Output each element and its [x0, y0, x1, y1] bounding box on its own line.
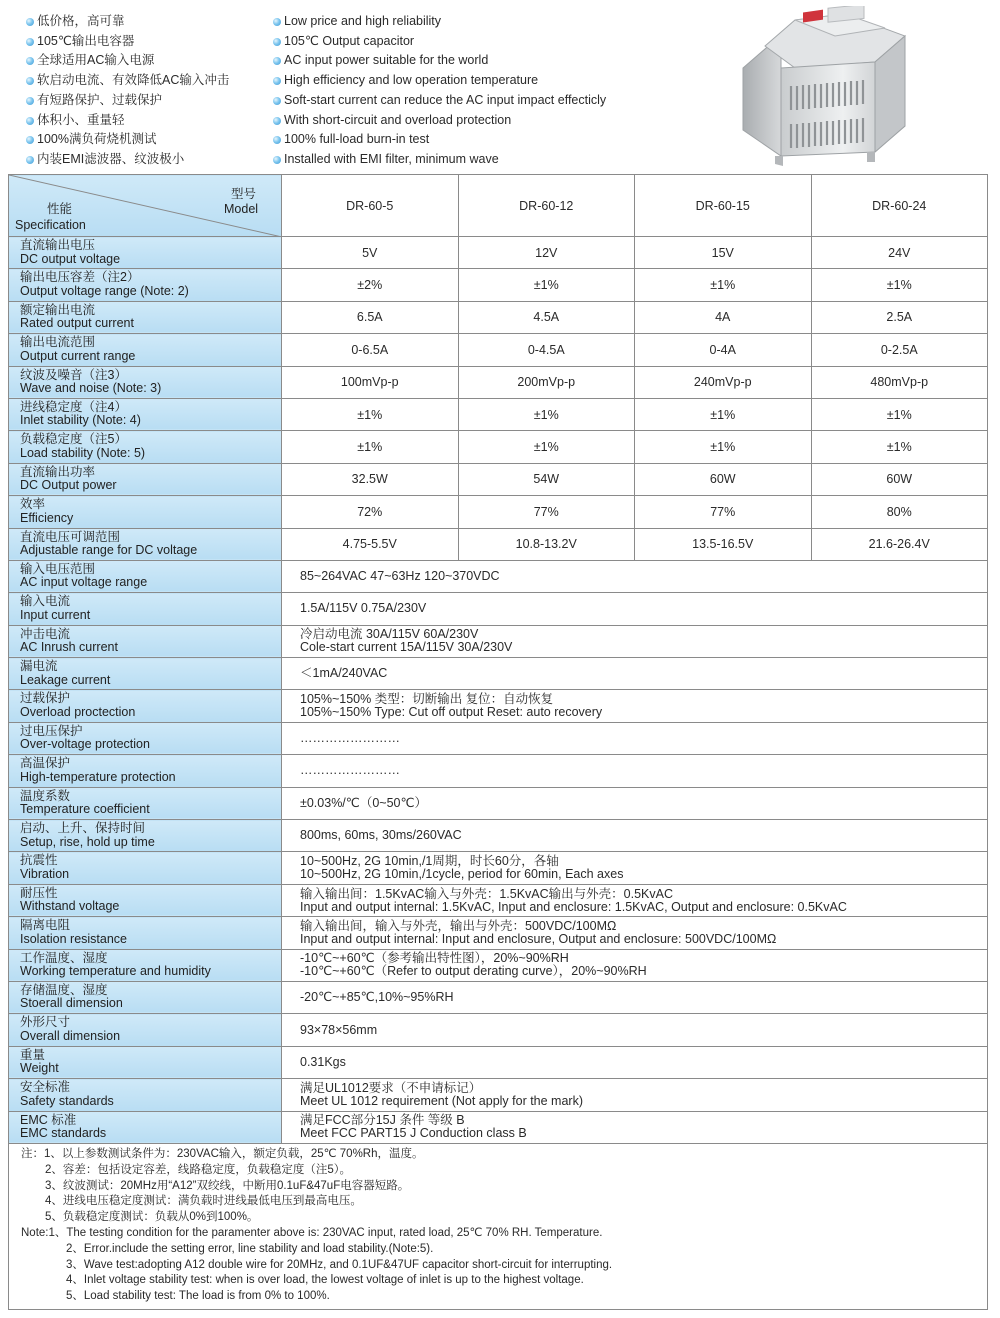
row-label-cell	[9, 755, 282, 787]
row-label-en: DC Output power	[20, 478, 117, 493]
row-label-cn: 直流输出功率	[20, 464, 96, 479]
row-label-cn: 输出电流范围	[20, 335, 96, 350]
feature-text: 软启动电流、有效降低AC输入冲击	[37, 73, 230, 88]
spanned-value-cell	[282, 625, 988, 657]
row-label-cell	[9, 334, 282, 366]
feature-text: 105℃ Output capacitor	[284, 33, 415, 48]
spanned-value-cell	[282, 1079, 988, 1111]
table-row	[9, 949, 988, 981]
row-label-en: Isolation resistance	[20, 931, 128, 946]
value-cell: 32.5W	[282, 463, 459, 495]
value-line: 85~264VAC 47~63Hz 120~370VDC	[300, 569, 500, 584]
table-row	[9, 1046, 988, 1078]
model-label-cn: 型号	[231, 187, 257, 201]
row-label-cell	[9, 1046, 282, 1078]
value-line: ±0.03%/℃（0~50℃）	[300, 795, 428, 810]
note-line: 4、Inlet voltage stability test: when is over load, the lowest voltage of inlet is up to the highest voltage.	[66, 1274, 584, 1287]
value-cell: 240mVp-p	[635, 366, 812, 398]
value-line: 输入输出间，输入与外壳，输出与外壳：500VDC/100MΩ	[300, 918, 617, 933]
features-cn-list	[26, 12, 229, 170]
table-row	[9, 625, 988, 657]
feature-text: 低价格，高可靠	[37, 14, 125, 28]
value-cell: 6.5A	[282, 301, 459, 333]
row-label-en: Efficiency	[20, 510, 74, 525]
row-label-cn: 安全标准	[20, 1080, 71, 1095]
table-row	[9, 755, 988, 787]
value-cell: 480mVp-p	[811, 366, 988, 398]
table-row	[9, 237, 988, 269]
value-line: 105%~150% 类型：切断输出 复位：自动恢复	[300, 692, 554, 707]
value-cell: 10.8-13.2V	[458, 528, 635, 560]
bullet-icon	[273, 77, 281, 85]
row-label-cn: 额定输出电流	[20, 302, 96, 317]
row-label-cell	[9, 301, 282, 333]
value-line: 105%~150% Type: Cut off output Reset: auto recovery	[300, 705, 603, 720]
row-label-en: Weight	[20, 1061, 59, 1076]
value-cell: 4A	[635, 301, 812, 333]
spanned-value-cell	[282, 722, 988, 754]
feature-text: 100% full-load burn-in test	[284, 132, 430, 147]
note-line: Note:1、The testing condition for the paramenter above is: 230VAC input, rated load, 25℃ 70% RH. Temperature.	[21, 1226, 603, 1239]
row-label-cn: EMC 标准	[20, 1112, 77, 1127]
bullet-icon	[26, 38, 34, 46]
table-row	[9, 917, 988, 949]
bullet-icon	[26, 18, 34, 26]
row-label-en: Over-voltage protection	[20, 737, 150, 752]
row-label-cn: 存储温度、湿度	[20, 982, 108, 997]
value-cell: ±2%	[282, 269, 459, 301]
table-row	[9, 528, 988, 560]
row-label-cn: 工作温度、湿度	[20, 950, 108, 965]
feature-text: 100%满负荷烧机测试	[37, 132, 157, 147]
row-label-en: Overload proctection	[20, 704, 136, 719]
row-label-en: Overall dimension	[20, 1028, 121, 1043]
row-label-cn: 过电压保护	[20, 723, 83, 738]
feature-item	[26, 12, 229, 32]
spanned-value-cell	[282, 884, 988, 916]
value-line: -10℃~+60℃（参考输出特性图），20%~90%RH	[300, 951, 569, 966]
table-row	[9, 884, 988, 916]
row-label-cn: 效率	[20, 497, 46, 512]
feature-item	[273, 111, 606, 131]
value-line: 10~500Hz, 2G 10min,/1cycle, period for 60min, Each axes	[300, 867, 624, 882]
row-label-cell	[9, 1079, 282, 1111]
row-label-cell	[9, 528, 282, 560]
row-label-en: DC output voltage	[20, 251, 121, 266]
value-line: Cole-start current 15A/115V 30A/230V	[300, 640, 513, 655]
spanned-value-cell	[282, 1046, 988, 1078]
spanned-value-cell	[282, 981, 988, 1013]
feature-text: With short-circuit and overload protection	[284, 112, 512, 127]
table-row	[9, 398, 988, 430]
row-label-cn: 输入电流	[20, 594, 71, 609]
value-cell: 60W	[635, 463, 812, 495]
value-cell: 0-2.5A	[811, 334, 988, 366]
row-label-en: Load stability (Note: 5)	[20, 445, 146, 460]
value-cell: 0-4.5A	[458, 334, 635, 366]
feature-text: AC input power suitable for the world	[284, 53, 489, 68]
row-label-cn: 启动、上升、保持时间	[20, 821, 146, 836]
row-label-cell	[9, 496, 282, 528]
row-label-cell	[9, 658, 282, 690]
table-row	[9, 852, 988, 884]
value-cell: ±1%	[635, 398, 812, 430]
notes-box	[8, 1143, 988, 1310]
row-label-cn: 直流电压可调范围	[20, 529, 121, 544]
feature-item	[273, 150, 606, 170]
value-cell: 15V	[635, 237, 812, 269]
value-line: Input and output internal: 1.5KvAC, Input and enclosure: 1.5KvAC, Output and enclosure: 0.5KvAC	[300, 899, 847, 914]
value-cell: ±1%	[458, 269, 635, 301]
row-label-en: Rated output current	[20, 316, 134, 331]
note-line: 2、Error.include the setting error, line stability and load stability.(Note:5).	[66, 1242, 434, 1255]
feature-text: 体积小、重量轻	[37, 112, 125, 127]
bullet-icon	[273, 117, 281, 125]
table-row	[9, 334, 988, 366]
value-cell: ±1%	[282, 398, 459, 430]
table-row	[9, 496, 988, 528]
value-line: 冷启动电流 30A/115V 60A/230V	[300, 627, 479, 642]
note-line: 2、容差：包括设定容差，线路稳定度，负载稳定度（注5）。	[45, 1163, 352, 1176]
row-label-cell	[9, 949, 282, 981]
table-row	[9, 593, 988, 625]
spanned-value-cell	[282, 820, 988, 852]
row-label-cell	[9, 560, 282, 592]
table-row	[9, 1014, 988, 1046]
row-label-en: Output voltage range (Note: 2)	[20, 283, 189, 298]
row-label-cell	[9, 820, 282, 852]
row-label-cn: 负载稳定度（注5）	[20, 432, 127, 447]
row-label-cn: 隔离电阻	[20, 918, 71, 933]
feature-item	[273, 51, 606, 71]
value-line: 93×78×56mm	[300, 1022, 378, 1037]
bullet-icon	[273, 97, 281, 105]
bullet-icon	[273, 57, 281, 65]
bullet-icon	[26, 156, 34, 164]
value-line: 0.31Kgs	[300, 1054, 346, 1069]
value-cell: 13.5-16.5V	[635, 528, 812, 560]
row-label-cn: 重量	[20, 1047, 46, 1062]
row-label-cell	[9, 917, 282, 949]
value-cell: 80%	[811, 496, 988, 528]
model-header-cell: DR-60-15	[635, 175, 812, 237]
note-line: 3、Wave test:adopting A12 double wire for 20MHz, and 0.1UF&47UF capacitor short-circuit for interrupting.	[66, 1258, 613, 1271]
value-line: Input and output internal: Input and enclosure, Output and enclosure: 500VDC/100MΩ	[300, 931, 777, 946]
row-label-cn: 温度系数	[20, 788, 71, 803]
row-label-en: Withstand voltage	[20, 899, 120, 914]
row-label-en: High-temperature protection	[20, 769, 176, 784]
feature-text: 全球适用AC输入电源	[37, 53, 155, 68]
value-cell: ±1%	[811, 269, 988, 301]
table-row	[9, 690, 988, 722]
spanned-value-cell	[282, 852, 988, 884]
spanned-value-cell	[282, 1111, 988, 1143]
spanned-value-cell	[282, 560, 988, 592]
feature-item	[273, 130, 606, 150]
bullet-icon	[26, 97, 34, 105]
value-cell: ±1%	[458, 431, 635, 463]
model-label-en: Model	[224, 202, 259, 216]
row-label-cn: 过载保护	[20, 691, 71, 706]
note-line: 注：1、以上参数测试条件为：230VAC输入，额定负载，25℃ 70%Rh，温度。	[21, 1148, 424, 1160]
feature-item	[26, 32, 229, 52]
spanned-value-cell	[282, 593, 988, 625]
value-cell: 0-6.5A	[282, 334, 459, 366]
feature-item	[26, 150, 229, 170]
feature-text: Low price and high reliability	[284, 14, 442, 28]
note-line: 4、进线电压稳定度测试：满负载时进线最低电压到最高电压。	[45, 1195, 362, 1208]
value-cell: ±1%	[282, 431, 459, 463]
spec-label-en: Specification	[15, 218, 86, 232]
value-cell: 77%	[635, 496, 812, 528]
row-label-cell	[9, 787, 282, 819]
feature-text: Soft-start current can reduce the AC input impact effecticly	[284, 92, 607, 107]
din-rail-power-supply-image	[735, 6, 915, 170]
row-label-en: Input current	[20, 607, 91, 622]
feature-text: High efficiency and low operation temperature	[284, 73, 539, 88]
row-label-en: Wave and noise (Note: 3)	[20, 381, 162, 396]
feature-item	[26, 130, 229, 150]
row-label-cell	[9, 722, 282, 754]
model-header-cell: DR-60-24	[811, 175, 988, 237]
feature-text: 105℃输出电容器	[37, 33, 135, 48]
table-row	[9, 787, 988, 819]
value-cell: ±1%	[811, 398, 988, 430]
table-row	[9, 1079, 988, 1111]
feature-item	[26, 51, 229, 71]
row-label-cell	[9, 884, 282, 916]
bullet-icon	[26, 117, 34, 125]
model-header-cell: DR-60-12	[458, 175, 635, 237]
row-label-cell	[9, 852, 282, 884]
table-row	[9, 463, 988, 495]
row-label-cell	[9, 237, 282, 269]
row-label-en: Working temperature and humidity	[20, 964, 211, 979]
row-label-cn: 输入电压范围	[20, 561, 96, 576]
value-cell: 77%	[458, 496, 635, 528]
row-label-cn: 冲击电流	[20, 626, 71, 641]
value-line: ……………………	[300, 731, 400, 746]
row-label-cell	[9, 593, 282, 625]
row-label-cn: 输出电压容差（注2）	[20, 270, 140, 285]
value-cell: 100mVp-p	[282, 366, 459, 398]
feature-item	[273, 71, 606, 91]
value-line: 输入输出间：1.5KvAC输入与外壳：1.5KvAC输出与外壳：0.5KvAC	[300, 886, 673, 901]
row-label-cn: 高温保护	[20, 756, 71, 771]
row-label-cell	[9, 463, 282, 495]
table-header-row	[9, 175, 988, 237]
specification-table	[8, 174, 988, 1144]
row-label-en: Stoerall dimension	[20, 996, 123, 1011]
row-label-cell	[9, 269, 282, 301]
row-label-cell	[9, 1111, 282, 1143]
spanned-value-cell	[282, 755, 988, 787]
row-label-en: AC Inrush current	[20, 640, 118, 655]
row-label-en: Output current range	[20, 348, 136, 363]
table-corner-cell	[9, 175, 282, 237]
value-cell: 2.5A	[811, 301, 988, 333]
value-cell: 12V	[458, 237, 635, 269]
row-label-cn: 进线稳定度（注4）	[20, 399, 127, 414]
row-label-cn: 抗震性	[20, 853, 58, 868]
feature-item	[26, 71, 229, 91]
row-label-en: Vibration	[20, 866, 70, 881]
note-line: 5、负载稳定度测试：负载从0%到100%。	[45, 1211, 259, 1224]
row-label-cell	[9, 981, 282, 1013]
row-label-cn: 漏电流	[20, 659, 58, 674]
value-line: 10~500Hz, 2G 10min,/1周期，时长60分，各轴	[300, 854, 559, 869]
spanned-value-cell	[282, 690, 988, 722]
table-row	[9, 981, 988, 1013]
note-line: 5、Load stability test: The load is from 0% to 100%.	[66, 1290, 330, 1303]
feature-text: 内装EMI滤波器、纹波极小	[37, 151, 185, 166]
table-row	[9, 658, 988, 690]
bullet-icon	[26, 77, 34, 85]
row-label-cn: 纹波及噪音（注3）	[20, 367, 127, 382]
spanned-value-cell	[282, 658, 988, 690]
value-line: 1.5A/115V 0.75A/230V	[300, 601, 427, 616]
bullet-icon	[273, 156, 281, 164]
bullet-icon	[26, 136, 34, 144]
features-en-list	[273, 12, 606, 170]
value-cell: 200mVp-p	[458, 366, 635, 398]
table-row	[9, 366, 988, 398]
value-cell: 5V	[282, 237, 459, 269]
feature-text: Installed with EMI filter, minimum wave	[284, 151, 499, 166]
row-label-cell	[9, 398, 282, 430]
spanned-value-cell	[282, 917, 988, 949]
row-label-en: Leakage current	[20, 672, 111, 687]
value-cell: 0-4A	[635, 334, 812, 366]
row-label-en: AC input voltage range	[20, 575, 148, 590]
value-line: Meet FCC PART15 J Conduction class B	[300, 1126, 527, 1141]
row-label-cell	[9, 625, 282, 657]
value-cell: 21.6-26.4V	[811, 528, 988, 560]
spanned-value-cell	[282, 787, 988, 819]
value-line: Meet UL 1012 requirement (Not apply for the mark)	[300, 1093, 583, 1108]
value-line: 满足UL1012要求（不申请标记）	[300, 1080, 482, 1095]
value-cell: 4.75-5.5V	[282, 528, 459, 560]
bullet-icon	[273, 18, 281, 26]
value-line: -20℃~+85℃,10%~95%RH	[300, 990, 454, 1005]
feature-item	[273, 91, 606, 111]
feature-item	[273, 32, 606, 52]
value-line: ＜1mA/240VAC	[300, 666, 388, 681]
row-label-en: Safety standards	[20, 1093, 114, 1108]
value-cell: ±1%	[635, 269, 812, 301]
model-header-cell: DR-60-5	[282, 175, 459, 237]
bullet-icon	[273, 136, 281, 144]
row-label-cn: 直流输出电压	[20, 238, 96, 252]
feature-item	[26, 91, 229, 111]
row-label-cell	[9, 690, 282, 722]
bullet-icon	[273, 38, 281, 46]
feature-text: 有短路保护、过载保护	[37, 92, 163, 107]
row-label-en: Adjustable range for DC voltage	[20, 543, 198, 558]
row-label-cn: 外形尺寸	[20, 1015, 71, 1030]
bullet-icon	[26, 57, 34, 65]
row-label-cn: 耐压性	[20, 885, 58, 900]
spanned-value-cell	[282, 1014, 988, 1046]
row-label-en: Temperature coefficient	[20, 802, 150, 817]
feature-item	[26, 111, 229, 131]
table-row	[9, 560, 988, 592]
value-line: 满足FCC部分15J 条件 等级 B	[300, 1113, 465, 1128]
row-label-cell	[9, 1014, 282, 1046]
value-cell: ±1%	[635, 431, 812, 463]
table-row	[9, 820, 988, 852]
spanned-value-cell	[282, 949, 988, 981]
feature-item	[273, 12, 606, 32]
value-cell: 72%	[282, 496, 459, 528]
table-row	[9, 301, 988, 333]
value-cell: 24V	[811, 237, 988, 269]
value-line: 800ms, 60ms, 30ms/260VAC	[300, 828, 462, 843]
spec-label-cn: 性能	[47, 202, 73, 216]
value-line: ……………………	[300, 763, 400, 778]
value-cell: 4.5A	[458, 301, 635, 333]
value-cell: ±1%	[811, 431, 988, 463]
row-label-en: Setup, rise, hold up time	[20, 834, 155, 849]
row-label-en: EMC standards	[20, 1126, 107, 1141]
value-line: -10℃~+60℃（Refer to output derating curve），20%~90%RH	[300, 964, 647, 979]
note-line: 3、纹波测试：20MHz用“A12”双绞线，中断用0.1uF&47uF电容器短路。	[45, 1179, 410, 1192]
row-label-cell	[9, 366, 282, 398]
table-row	[9, 431, 988, 463]
value-cell: ±1%	[458, 398, 635, 430]
value-cell: 60W	[811, 463, 988, 495]
row-label-cell	[9, 431, 282, 463]
value-cell: 54W	[458, 463, 635, 495]
table-row	[9, 269, 988, 301]
table-row	[9, 1111, 988, 1143]
row-label-en: Inlet stability (Note: 4)	[20, 413, 141, 428]
table-row	[9, 722, 988, 754]
